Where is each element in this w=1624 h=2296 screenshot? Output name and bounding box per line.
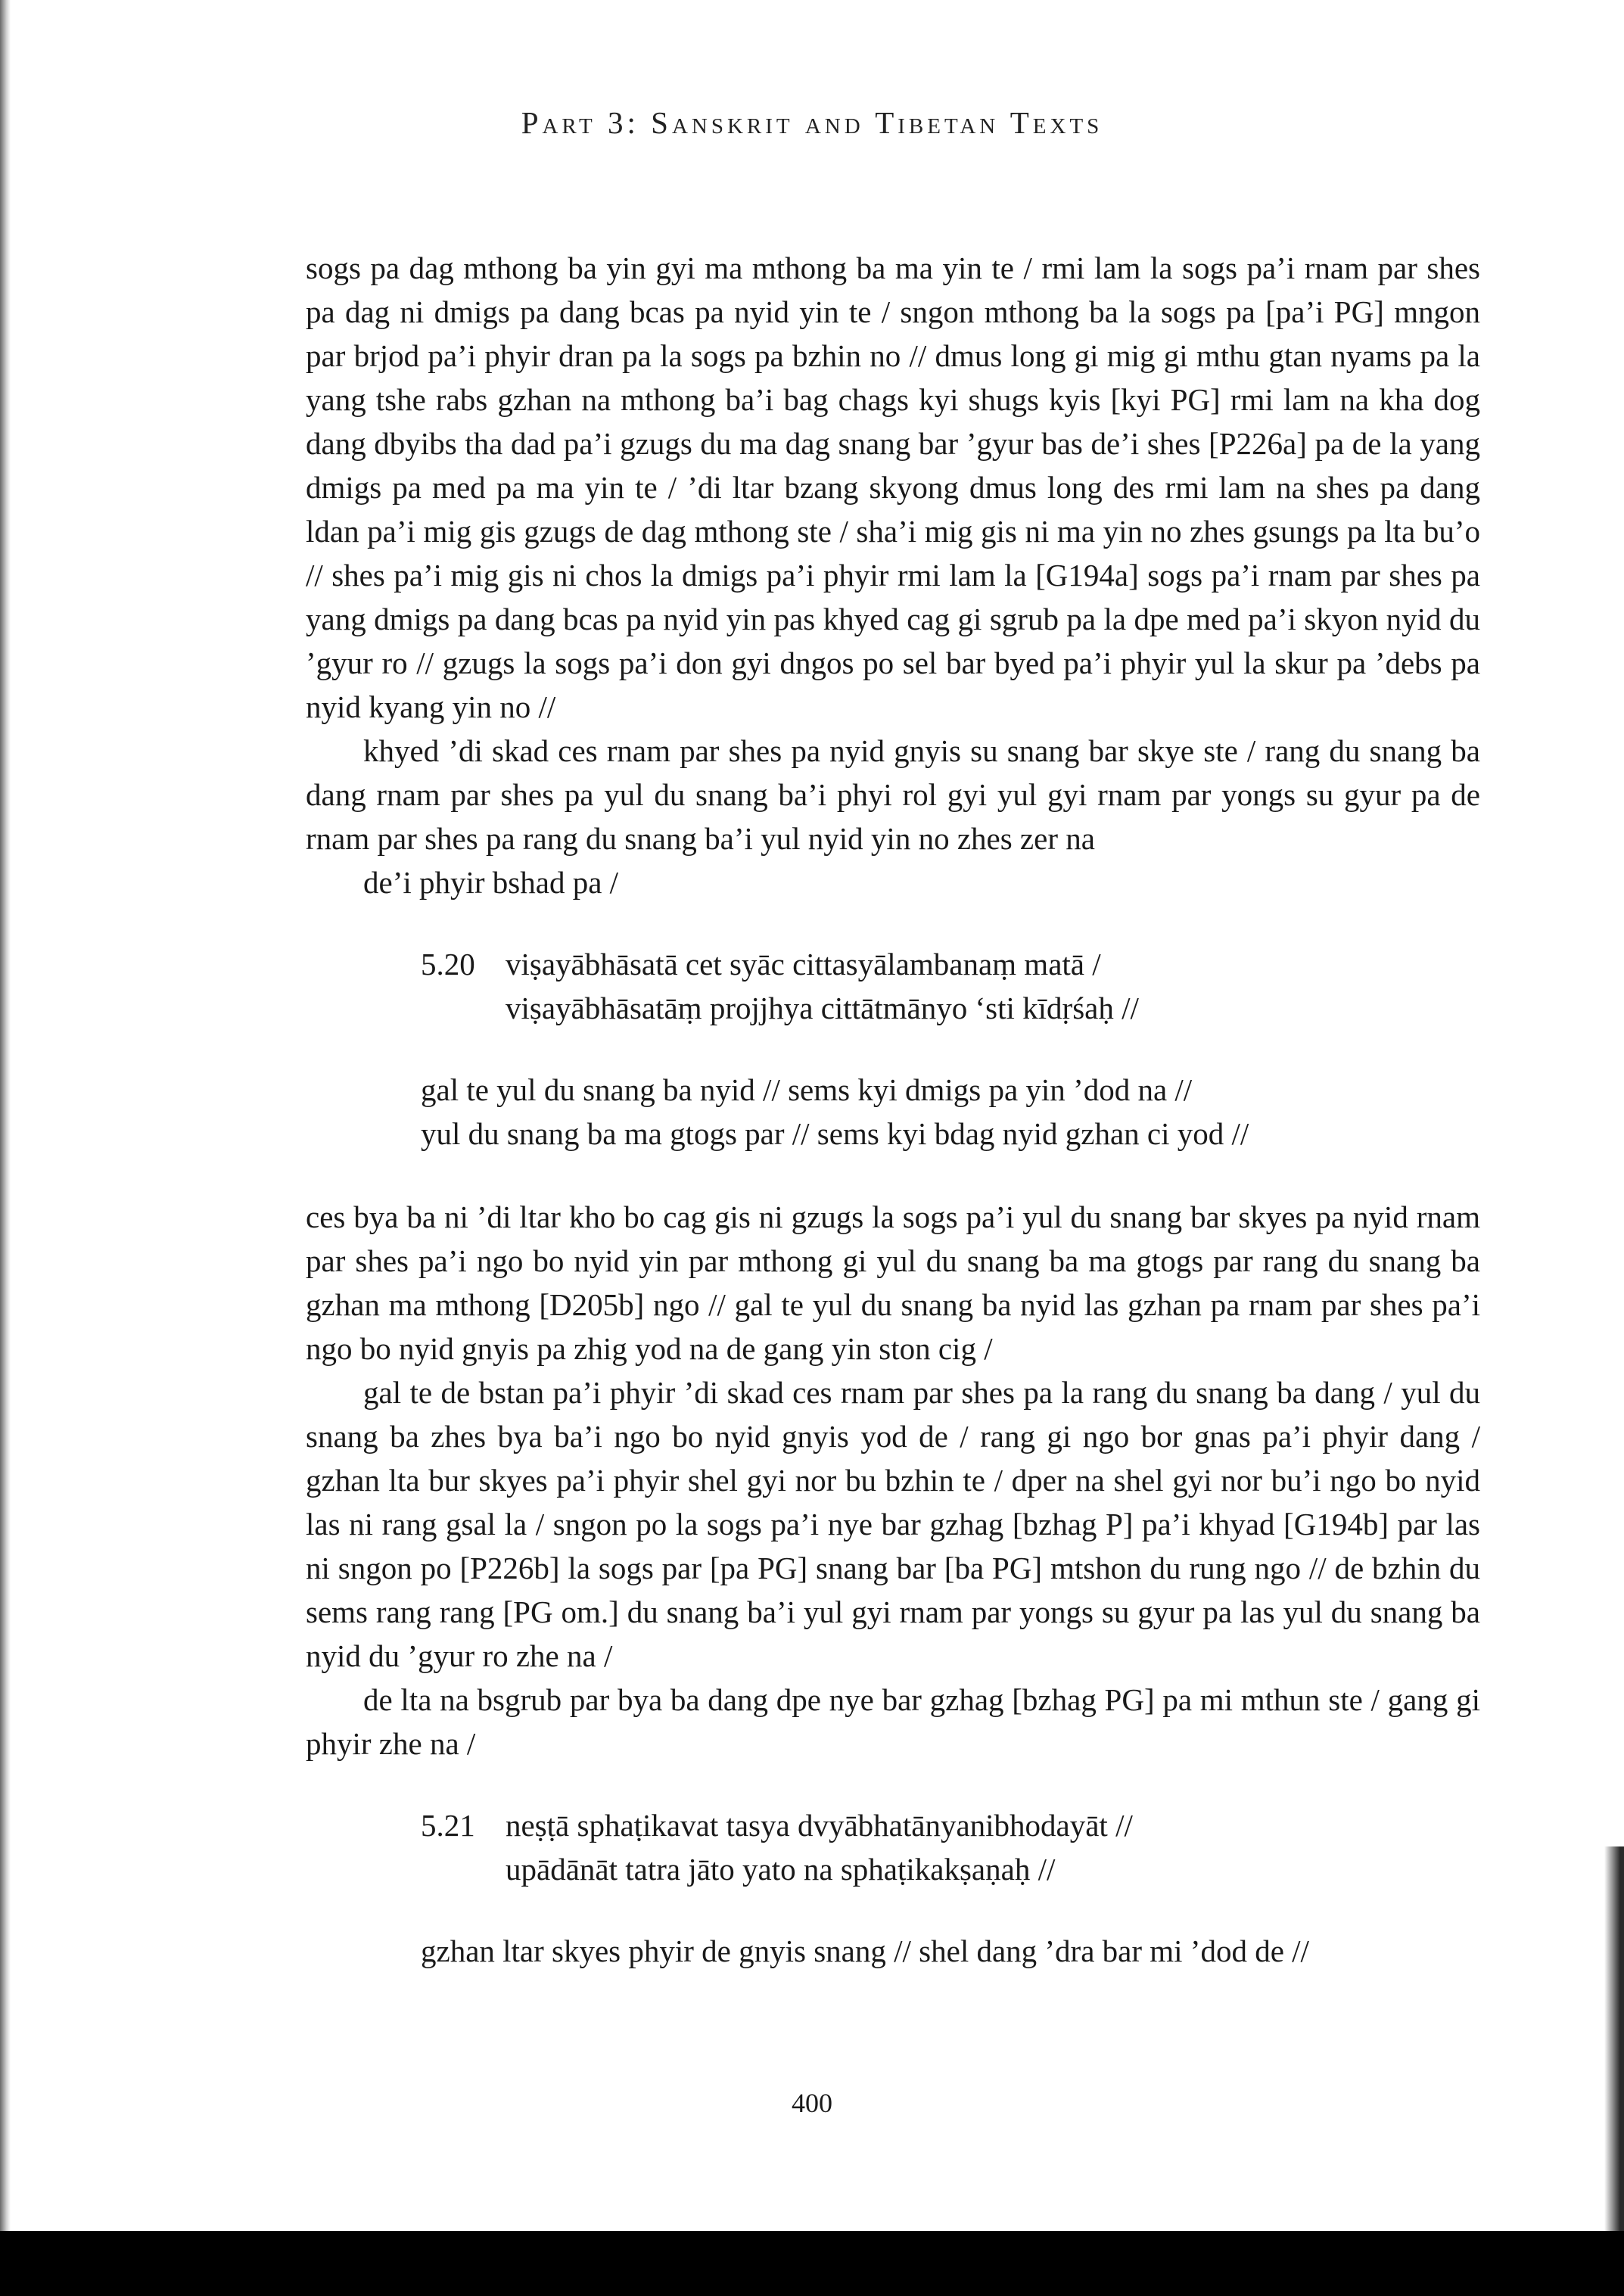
scan-left-edge [0,0,11,2231]
scan-right-edge [1604,1846,1624,2231]
paragraph-objection: khyed ’di skad ces rnam par shes pa nyid gnyis su snang bar skye ste / rang du snang ba dang rnam par shes pa yul du snang ba’i phyi rol gyi yul gyi rnam par yongs su gyur pa de rnam par shes pa rang du snang ba’i yul nyid yin no zhes zer na [306,733,1480,856]
sanskrit-verse-5-21 [421,1803,1480,1891]
tibetan-verse-5-20 [421,1068,1480,1156]
verse-number: 5.20 [421,947,475,982]
paragraph-commentary: ces bya ba ni ’di ltar kho bo cag gis ni gzugs la sogs pa’i yul du snang bar skyes pa nyid rnam par shes pa’i ngo bo nyid yin par mthong gi yul du snang ba ma gtogs par rang du snang ba gzhan ma mthong [D205b] ngo // gal te yul du snang ba nyid las gzhan pa rnam par shes pa’i ngo bo nyid gnyis pa zhig yod na de gang yin ston cig / [306,1199,1480,1366]
tibetan-verse-5-21 [421,1929,1480,1973]
verse-line [421,942,1480,986]
verse-text: neṣṭā sphaṭikavat tasya dvyābhatānyanibhodayāt // [506,1808,1133,1843]
verse-line: upādānāt tatra jāto yato na sphaṭikakṣaṇaḥ // [506,1852,1056,1887]
page-number: 400 [792,2088,832,2118]
sanskrit-verse-5-20 [421,942,1480,1030]
running-head: Part 3: Sanskrit and Tibetan Texts [521,105,1103,140]
scan-bottom-border [0,2231,1624,2296]
paragraph-reply-intro: de’i phyir bshad pa / [363,865,619,900]
paragraph-rejoinder: de lta na bsgrub par bya ba dang dpe nye bar gzhag [bzhag PG] pa mi mthun ste / gang gi phyir zhe na / [306,1682,1480,1761]
verse-number: 5.21 [421,1808,475,1843]
verse-line: viṣayābhāsatāṃ projjhya cittātmānyo ‘sti kīdṛśaḥ // [506,991,1139,1025]
paragraph-crystal-analogy: gal te de bstan pa’i phyir ’di skad ces rnam par shes pa la rang du snang ba dang / yul du snang ba zhes bya ba’i ngo bo nyid gnyis yod de / rang gi ngo bor gnas pa’i phyir dang / gzhan lta bur skyes pa’i phyir shel gyi nor bu bzhin te / dper na shel gyi nor bu’i ngo bo nyid las ni rang gsal la / sngon po la sogs pa’i nye bar gzhag [bzhag P] pa’i khyad [G194b] par las ni sngon po [P226b] la sogs par [pa PG] snang bar [ba PG] mtshon du rung ngo // de bzhin du sems rang rang [PG om.] du snang ba’i yul gyi rnam par yongs su gyur pa las yul du snang ba nyid du ’gyur ro zhe na / [306,1375,1480,1673]
text-block [306,246,1480,2012]
verse-line: gal te yul du snang ba nyid // sems kyi dmigs pa yin ’dod na // [421,1072,1193,1107]
verse-line: yul du snang ba ma gtogs par // sems kyi bdag nyid gzhan ci yod // [421,1116,1249,1151]
paragraph-continuation: sogs pa dag mthong ba yin gyi ma mthong ba ma yin te / rmi lam la sogs pa’i rnam par shes pa dag ni dmigs pa dang bcas pa nyid yin te / sngon mthong ba la sogs pa [pa’i PG] mngon par brjod pa’i phyir dran pa la sogs pa bzhin no // dmus long gi mig gi mthu gtan nyams pa la yang tshe rabs gzhan na mthong ba’i bag chags kyi shugs kyis [kyi PG] rmi lam na kha dog dang dbyibs tha dad pa’i gzugs du ma dag snang bar ’gyur bas de’i shes [P226a] pa de la yang dmigs pa med pa ma yin te / ’di ltar bzang skyong dmus long des rmi lam na shes pa dang ldan pa’i mig gis gzugs de dag mthong ste / sha’i mig gis ni ma yin no zhes gsungs pa lta bu’o // shes pa’i mig gis ni chos la dmigs pa’i phyir rmi lam la [G194a] sogs pa’i rnam par shes pa yang dmigs pa dang bcas pa nyid yin pas khyed cag gi sgrub pa la dpe med pa’i skyon nyid du ’gyur ro // gzugs la sogs pa’i don gyi dngos po sel bar byed pa’i phyir yul la skur pa ’debs pa nyid kyang yin no // [306,250,1480,724]
verse-line: gzhan ltar skyes phyir de gnyis snang // shel dang ’dra bar mi ’dod de // [421,1934,1309,1968]
verse-line [421,1803,1480,1847]
verse-text: viṣayābhāsatā cet syāc cittasyālambanaṃ matā / [506,947,1101,982]
